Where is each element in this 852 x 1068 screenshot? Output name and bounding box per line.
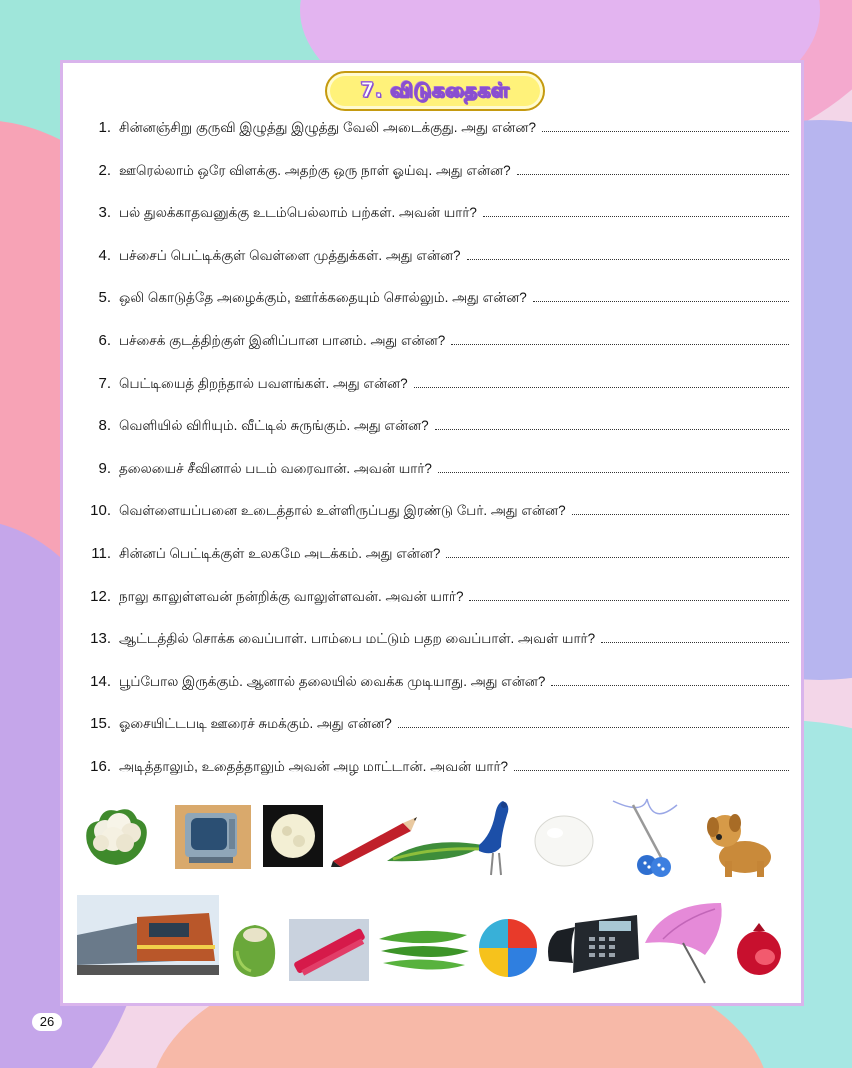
riddle-text: வெள்ளையப்பனை உடைத்தால் உள்ளிருப்பது இரண்டு பேர். அது என்ன?	[119, 503, 566, 519]
peacock-icon	[383, 795, 523, 879]
riddle-number: 9.	[98, 459, 111, 477]
answer-blank[interactable]	[601, 632, 789, 643]
riddle-item	[77, 460, 789, 486]
riddle-text: பச்சைக் குடத்திற்குள் இனிப்பான பானம். அது என்ன?	[119, 333, 446, 348]
train-icon	[77, 895, 219, 975]
riddle-item	[77, 630, 789, 656]
riddle-text: ஆட்டத்தில் சொக்க வைப்பாள். பாம்பை மட்டும் பதற வைப்பாள். அவள் யார்?	[119, 631, 596, 647]
answer-blank[interactable]	[398, 717, 789, 728]
answer-blank[interactable]	[514, 760, 789, 771]
needle-thread-buttons-icon	[603, 795, 683, 881]
okra-icon	[377, 925, 473, 975]
riddle-text: ஊரெல்லாம் ஒரே விளக்கு. அதற்கு ஒரு நாள் ஓய்வு. அது என்ன?	[119, 162, 511, 178]
riddle-item	[77, 375, 789, 401]
riddle-text: வெளியில் விரியும். வீட்டில் சுருங்கும். அது என்ன?	[119, 418, 429, 434]
riddle-item	[77, 289, 789, 315]
riddle-item	[77, 119, 789, 145]
answer-blank[interactable]	[551, 675, 789, 686]
riddle-number: 16.	[90, 758, 111, 775]
riddle-text: பெட்டியைத் திறந்தால் பவளங்கள். அது என்ன?	[119, 375, 408, 391]
answer-blank[interactable]	[467, 249, 789, 260]
riddle-text: பச்சைப் பெட்டிக்குள் வெள்ளை முத்துக்கள். அது என்ன?	[119, 247, 461, 263]
answer-blank[interactable]	[451, 334, 789, 345]
riddle-item	[77, 545, 789, 571]
riddle-number: 3.	[98, 204, 111, 222]
riddle-number: 2.	[98, 161, 111, 179]
riddle-number: 14.	[90, 672, 111, 690]
title-banner	[325, 71, 545, 111]
riddle-number: 1.	[98, 119, 111, 136]
riddle-number: 4.	[98, 246, 111, 264]
riddle-item	[77, 502, 789, 528]
riddle-item	[77, 247, 789, 273]
pomegranate-icon	[731, 921, 787, 979]
umbrella-icon	[643, 899, 727, 987]
coconut-icon	[227, 921, 281, 979]
riddle-item	[77, 204, 789, 230]
riddle-text: பூப்போல இருக்கும். ஆனால் தலையில் வைக்க முடியாது. அது என்ன?	[119, 673, 546, 689]
riddle-text: அடித்தாலும், உதைத்தாலும் அவன் அழ மாட்டான். அவன் யார்?	[119, 759, 509, 774]
riddle-number: 10.	[90, 502, 111, 520]
television-icon	[175, 805, 251, 869]
answer-blank[interactable]	[517, 164, 789, 175]
answer-blank[interactable]	[542, 121, 789, 132]
riddle-number: 6.	[98, 332, 111, 349]
telephone-icon	[545, 901, 641, 981]
comb-icon	[289, 919, 369, 981]
riddle-item	[77, 162, 789, 188]
answer-blank[interactable]	[533, 291, 789, 302]
riddle-number: 12.	[90, 587, 111, 605]
beach-ball-icon	[477, 917, 539, 979]
riddle-number: 7.	[98, 374, 111, 392]
riddle-item	[77, 715, 789, 741]
riddle-number: 15.	[90, 715, 111, 733]
answer-blank[interactable]	[446, 547, 789, 558]
riddle-number: 11.	[91, 545, 111, 562]
answer-blank[interactable]	[469, 590, 789, 601]
answer-blank[interactable]	[483, 206, 789, 217]
riddle-number: 8.	[98, 417, 111, 435]
page-number: 26	[32, 1013, 62, 1031]
puppy-icon	[695, 803, 781, 879]
answer-blank[interactable]	[414, 377, 789, 388]
riddle-item	[77, 417, 789, 443]
answer-blank[interactable]	[435, 419, 789, 430]
riddle-item	[77, 332, 789, 358]
riddle-text: நாலு காலுள்ளவன் நன்றிக்கு வாலுள்ளவன். அவன் யார்?	[119, 588, 464, 604]
riddle-text: பல் துலக்காதவனுக்கு உடம்பெல்லாம் பற்கள். அவன் யார்?	[119, 205, 477, 221]
answer-blank[interactable]	[438, 462, 789, 473]
worksheet-card	[60, 60, 804, 1006]
page-title: 7. விடுகதைகள்	[360, 77, 510, 102]
answer-blank[interactable]	[572, 504, 789, 515]
riddle-item	[77, 758, 789, 784]
riddle-text: சின்னப் பெட்டிக்குள் உலகமே அடக்கம். அது என்ன?	[119, 546, 441, 561]
egg-icon	[533, 813, 595, 869]
riddle-text: ஒலி கொடுத்தே அழைக்கும், ஊர்க்கதையும் சொல்லும். அது என்ன?	[119, 290, 527, 306]
full-moon-icon	[263, 805, 323, 867]
riddle-text: சின்னஞ்சிறு குருவி இழுத்து இழுத்து வேலி அடைக்குது. அது என்ன?	[119, 120, 536, 135]
riddle-item	[77, 588, 789, 614]
riddle-number: 13.	[90, 630, 111, 648]
riddle-number: 5.	[98, 289, 111, 307]
cauliflower-icon	[81, 803, 151, 869]
riddle-text: ஓசையிட்டபடி ஊரைச் சுமக்கும். அது என்ன?	[119, 716, 392, 732]
riddle-text: தலையைச் சீவினால் படம் வரைவான். அவன் யார்?	[119, 460, 432, 476]
riddle-item	[77, 673, 789, 699]
